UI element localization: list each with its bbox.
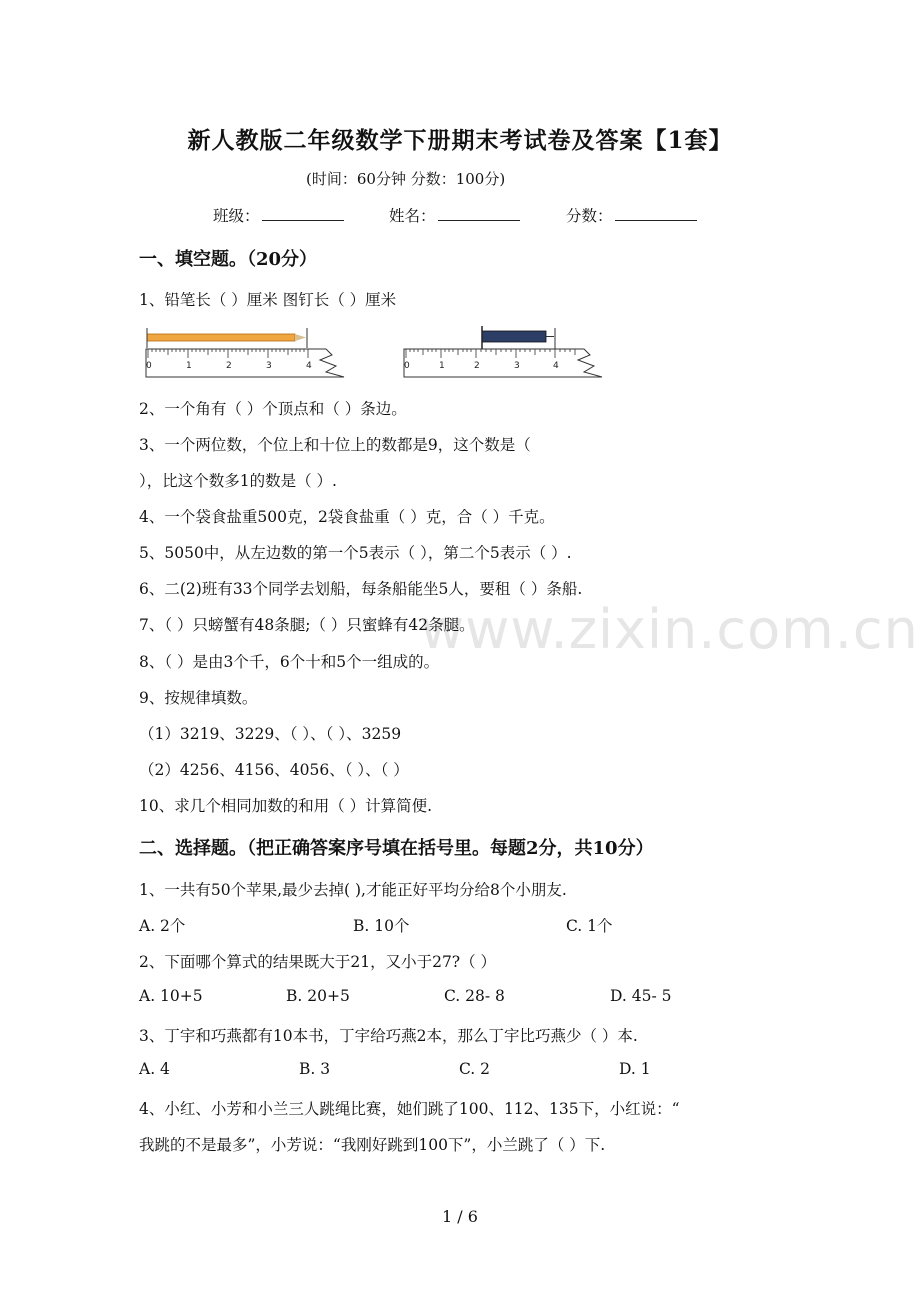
class-field xyxy=(213,204,344,226)
class-label: 班级： xyxy=(213,207,260,225)
question-2-3-option-a: A. 4 xyxy=(139,1060,170,1078)
question-1-5: 5、5050中，从左边数的第一个5表示（ ），第二个5表示（ ）. xyxy=(139,544,572,562)
score-label: 分数： xyxy=(566,207,613,225)
question-1-10: 10、求几个相同加数的和用（ ）计算简便. xyxy=(139,797,433,815)
score-field xyxy=(566,204,697,226)
question-2-2-option-c: C. 28- 8 xyxy=(444,987,505,1005)
question-2-1-option-b: B. 10个 xyxy=(353,917,410,935)
exam-info-time-score: (时间：60分钟 分数：100分) xyxy=(306,170,506,188)
pencil-tip xyxy=(295,334,306,341)
name-label: 姓名： xyxy=(389,207,436,225)
question-2-3-option-c: C. 2 xyxy=(459,1060,491,1078)
question-1-6: 6、二(2)班有33个同学去划船，每条船能坐5人，要租（ ）条船. xyxy=(139,580,583,598)
question-1-2: 2、一个角有（ ）个顶点和（ ）条边。 xyxy=(139,400,407,418)
name-blank[interactable] xyxy=(438,206,520,221)
question-1-9: 9、按规律填数。 xyxy=(139,689,258,707)
question-1-4: 4、一个袋食盐重500克，2袋食盐重（ ）克，合（ ）千克。 xyxy=(139,508,555,526)
question-1-9-2: （2）4256、4156、4056、（ ）、（ ） xyxy=(139,761,409,779)
question-2-2-option-a: A. 10+5 xyxy=(139,987,203,1005)
question-2-1: 1、一共有50个苹果,最少去掉( ),才能正好平均分给8个小朋友. xyxy=(139,881,567,899)
ruler1-label-0: 0 xyxy=(146,361,152,371)
name-field xyxy=(389,204,520,226)
page-number: 1 / 6 xyxy=(442,1207,478,1226)
pencil-ruler-figure xyxy=(140,322,350,384)
question-1-7: 7、（ ）只螃蟹有48条腿;（ ）只蜜蜂有42条腿。 xyxy=(139,616,475,634)
ruler2-label-3: 3 xyxy=(514,361,520,371)
watermark: www.zixin.com.cn xyxy=(420,598,919,661)
question-2-3-option-b: B. 3 xyxy=(299,1060,331,1078)
thumbtack-ruler-figure xyxy=(398,322,608,384)
question-1-3-line1: 3、一个两位数，个位上和十位上的数都是9，这个数是（ xyxy=(139,436,531,454)
class-blank[interactable] xyxy=(262,206,344,221)
section1-heading: 一、填空题。（20分） xyxy=(139,249,318,270)
ruler-body xyxy=(404,349,602,377)
ruler2-label-0: 0 xyxy=(404,361,410,371)
ruler1-label-4: 4 xyxy=(306,361,312,371)
score-blank[interactable] xyxy=(615,206,697,221)
ruler1-label-1: 1 xyxy=(186,361,192,371)
question-2-3-option-d: D. 1 xyxy=(619,1060,651,1078)
question-2-1-option-a: A. 2个 xyxy=(139,917,186,935)
question-2-4-line1: 4、小红、小芳和小兰三人跳绳比赛，她们跳了100、112、135下，小红说：“ xyxy=(139,1100,680,1118)
ruler-body xyxy=(146,349,344,377)
ruler2-label-4: 4 xyxy=(553,361,559,371)
question-1-9-1: （1）3219、3229、（ ）、（ ）、3259 xyxy=(139,725,402,743)
question-2-2-option-b: B. 20+5 xyxy=(286,987,350,1005)
question-1-1: 1、铅笔长（ ）厘米 图钉长（ ）厘米 xyxy=(139,291,397,309)
question-2-2: 2、下面哪个算式的结果既大于21，又小于27?（ ） xyxy=(139,953,497,971)
ruler2-label-2: 2 xyxy=(474,361,480,371)
question-1-3-line2: ），比这个数多1的数是（ ）. xyxy=(139,472,337,490)
ruler1-label-3: 3 xyxy=(266,361,272,371)
question-1-8: 8、（ ）是由3个千，6个十和5个一组成的。 xyxy=(139,653,440,671)
ruler2-label-1: 1 xyxy=(439,361,445,371)
thumbtack-body xyxy=(482,331,546,342)
question-2-4-line2: 我跳的不是最多”，小芳说：“我刚好跳到100下”，小兰跳了（ ）下. xyxy=(139,1136,606,1154)
ruler1-label-2: 2 xyxy=(226,361,232,371)
section2-heading: 二、选择题。（把正确答案序号填在括号里。每题2分，共10分） xyxy=(139,838,654,859)
question-2-1-option-c: C. 1个 xyxy=(566,917,613,935)
question-2-2-option-d: D. 45- 5 xyxy=(610,987,672,1005)
pencil-body xyxy=(147,334,295,341)
question-2-3: 3、丁宇和巧燕都有10本书，丁宇给巧燕2本，那么丁宇比巧燕少（ ）本. xyxy=(139,1027,638,1045)
page-title: 新人教版二年级数学下册期末考试卷及答案【1套】 xyxy=(187,127,733,154)
